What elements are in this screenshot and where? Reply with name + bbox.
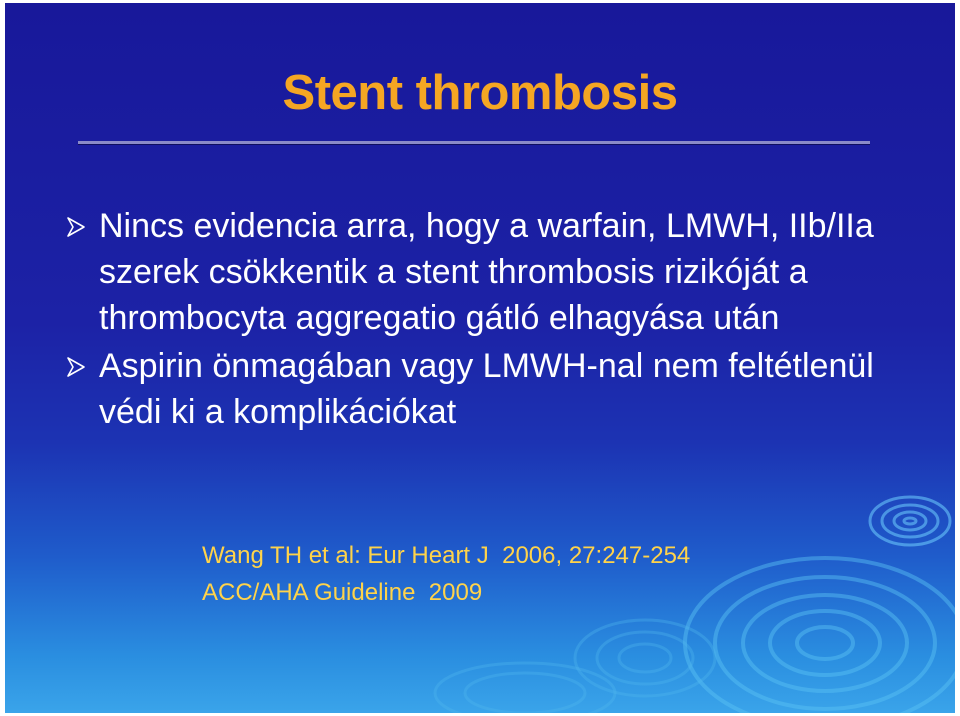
reference-line: Wang TH et al: Eur Heart J 2006, 27:247-254 bbox=[202, 542, 691, 569]
bullet-text: Nincs evidencia arra, hogy a warfain, LMWH, IIb/IIa szerek csökkentik a stent thrombosis rizikóját a thrombocyta aggregatio gátló elhagyása után bbox=[99, 207, 874, 337]
arrowhead-bullet-icon bbox=[65, 216, 87, 238]
slide bbox=[5, 3, 955, 713]
reference-line: ACC/AHA Guideline 2009 bbox=[202, 579, 483, 606]
bullet-list bbox=[65, 203, 885, 437]
arrowhead-bullet-icon bbox=[65, 356, 87, 378]
bullet-item bbox=[65, 343, 885, 435]
bullet-text: Aspirin önmagában vagy LMWH-nal nem feltétlenül védi ki a komplikációkat bbox=[99, 347, 874, 431]
title-divider bbox=[78, 141, 870, 145]
bullet-item bbox=[65, 203, 885, 341]
slide-title: Stent thrombosis bbox=[282, 66, 678, 120]
references bbox=[202, 537, 690, 611]
